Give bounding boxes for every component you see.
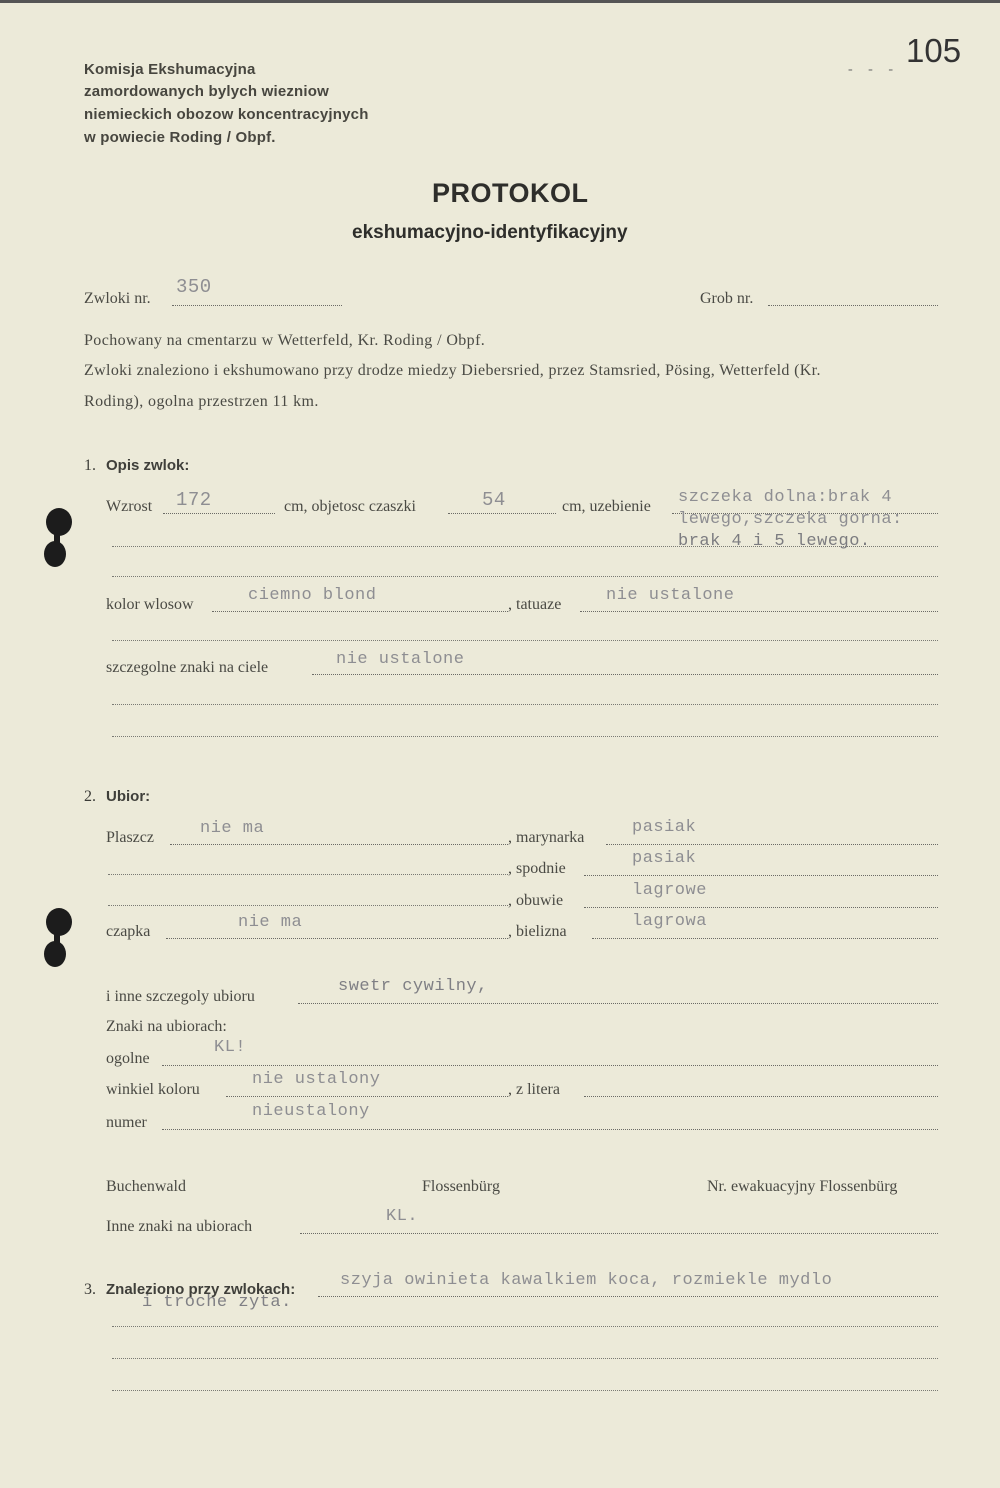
jacket-label: , marynarka [508, 829, 585, 846]
trousers-line [584, 875, 938, 876]
dash-marks: - - - [848, 62, 899, 77]
found-value-2: i troche zyta. [142, 1293, 292, 1312]
found-line-3 [112, 1358, 938, 1359]
shoes-line [584, 907, 938, 908]
section-2-heading: Ubior: [106, 788, 151, 805]
page-number: 105 [906, 32, 962, 69]
section-1-blank-line-3 [112, 704, 938, 705]
trousers-value: pasiak [632, 849, 697, 868]
triangle-color-label: winkiel koloru [106, 1081, 200, 1098]
skull-value: 54 [482, 489, 506, 511]
section-2-number: 2. [84, 788, 96, 805]
section-3-heading: Znaleziono przy zwlokach: [106, 1281, 296, 1298]
jacket-value: pasiak [632, 818, 697, 837]
body-marks-label: szczegolne znaki na ciele [106, 659, 269, 676]
hair-value: ciemno blond [248, 586, 377, 605]
tattoo-label: , tatuaze [508, 596, 562, 613]
intro-line-1: Pochowany na cmentarzu w Wetterfeld, Kr. Roding / Obpf. [84, 332, 486, 349]
coat-line [170, 844, 508, 845]
found-line-4 [112, 1390, 938, 1391]
cap-value: nie ma [238, 913, 303, 932]
org-line-1: Komisja Ekshumacyjna [84, 61, 256, 78]
protocol-title: PROTOKOL [432, 178, 589, 208]
top-border [0, 0, 1000, 3]
found-value-1: szyja owinieta kawalkiem koca, rozmiekle mydlo [340, 1271, 833, 1290]
prisoner-number-line [162, 1129, 938, 1130]
trousers-label: , spodnie [508, 860, 566, 877]
section-1-blank-line-4 [112, 736, 938, 737]
jacket-line [606, 844, 938, 845]
triangle-color-value: nie ustalony [252, 1070, 381, 1089]
other-clothing-marks-value: KL. [386, 1207, 419, 1226]
shoes-label: , obuwie [508, 892, 564, 909]
binder-hole-icon [42, 505, 72, 570]
letter-line [584, 1096, 938, 1097]
body-marks-line [312, 674, 938, 675]
section-1-blank-line-2 [112, 640, 938, 641]
tattoo-line [580, 611, 938, 612]
section-3-number: 3. [84, 1281, 96, 1298]
shoes-left-line [108, 905, 508, 906]
teeth-value-1: szczeka dolna:brak 4 [678, 488, 893, 507]
flossenburg-label: Flossenbürg [422, 1178, 500, 1195]
other-clothing-value: swetr cywilny, [338, 977, 488, 996]
teeth-value-2: lewego,szczeka gorna: [678, 510, 903, 529]
other-clothing-label: i inne szczegoly ubioru [106, 988, 255, 1005]
cap-line [166, 938, 508, 939]
other-clothing-marks-line [300, 1233, 938, 1234]
coat-value: nie ma [200, 819, 265, 838]
intro-line-2: Zwloki znaleziono i ekshumowano przy drodze miedzy Diebersried, przez Stamsried, Pösing, Wetterfeld (Kr. [84, 362, 821, 379]
section-1-heading: Opis zwlok: [106, 457, 190, 474]
other-clothing-marks-label: Inne znaki na ubiorach [106, 1218, 253, 1235]
org-line-3: niemieckich obozow koncentracyjnych [84, 106, 369, 123]
prisoner-number-label: numer [106, 1114, 147, 1131]
section-1-blank-line-1 [112, 576, 938, 577]
underwear-line [592, 938, 938, 939]
skull-unit-label: cm, uzebienie [562, 498, 651, 515]
org-line-4: w powiecie Roding / Obpf. [84, 129, 276, 146]
shoes-value: lagrowe [632, 881, 707, 900]
section-1-number: 1. [84, 457, 96, 474]
org-line-2: zamordowanych bylych wiezniow [84, 83, 330, 100]
teeth-value-3: brak 4 i 5 lewego. [678, 532, 871, 551]
grave-number-line [768, 305, 938, 306]
height-label: Wzrost [106, 498, 153, 515]
grave-number-label: Grob nr. [700, 290, 754, 307]
general-marks-line [162, 1065, 938, 1066]
binder-hole-icon [42, 905, 72, 970]
skull-line [448, 513, 556, 514]
tattoo-value: nie ustalone [606, 586, 735, 605]
buchenwald-label: Buchenwald [106, 1178, 186, 1195]
triangle-color-line [226, 1096, 508, 1097]
body-marks-value: nie ustalone [336, 650, 465, 669]
underwear-label: , bielizna [508, 923, 567, 940]
hair-label: kolor wlosow [106, 596, 194, 613]
protocol-subtitle: ekshumacyjno-identyfikacyjny [352, 222, 628, 243]
cap-label: czapka [106, 923, 151, 940]
prisoner-number-value: nieustalony [252, 1102, 370, 1121]
coat-label: Plaszcz [106, 829, 154, 846]
corpse-number-line [172, 305, 342, 306]
height-line [163, 513, 275, 514]
general-marks-label: ogolne [106, 1050, 150, 1067]
corpse-number-value: 350 [176, 276, 212, 298]
intro-line-3: Roding), ogolna przestrzen 11 km. [84, 393, 319, 410]
height-value: 172 [176, 489, 212, 511]
other-clothing-line [298, 1003, 938, 1004]
clothing-marks-heading: Znaki na ubiorach: [106, 1018, 227, 1035]
found-line-2 [112, 1326, 938, 1327]
trousers-left-line [108, 874, 508, 875]
evacuation-number-label: Nr. ewakuacyjny Flossenbürg [707, 1178, 898, 1195]
underwear-value: lagrowa [632, 912, 707, 931]
general-marks-value: KL! [214, 1038, 247, 1057]
letter-label: , z litera [508, 1081, 560, 1098]
hair-line [212, 611, 508, 612]
found-line-1 [318, 1296, 938, 1297]
corpse-number-label: Zwloki nr. [84, 290, 151, 307]
height-unit-label: cm, objetosc czaszki [284, 498, 416, 515]
